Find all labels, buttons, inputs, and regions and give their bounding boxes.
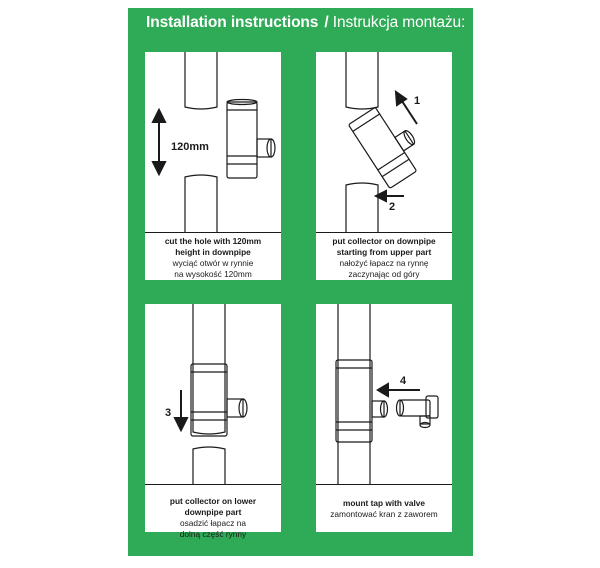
step-3-caption-en-1: put collector on lower [169, 496, 257, 506]
step-2-caption-en-1: put collector on downpipe [332, 236, 436, 246]
step-2-caption [316, 236, 452, 280]
page-title [146, 14, 465, 32]
caption-divider [145, 484, 281, 485]
caption-divider [316, 232, 452, 233]
step-3-caption [145, 496, 281, 540]
instruction-sheet [128, 8, 473, 556]
step-4-caption [316, 498, 452, 520]
step-3-diagram [145, 304, 281, 484]
step-4-caption-pl-1: zamontować kran z zaworem [330, 509, 438, 519]
step-1-caption-en-1: cut the hole with 120mm [164, 236, 262, 246]
title-english: Installation instructions [146, 14, 319, 31]
caption-divider [145, 232, 281, 233]
step-1-diagram [145, 52, 281, 232]
arrow-1-label: 1 [414, 95, 421, 107]
caption-divider [316, 484, 452, 485]
step-1-caption-en-2: height in downpipe [175, 247, 251, 257]
step-3-caption-en-2: downpipe part [184, 507, 242, 517]
step-4-panel [316, 304, 452, 532]
step-3-caption-pl-2: dolną część rynny [179, 529, 247, 539]
step-2-panel [316, 52, 452, 280]
arrow-2-label: 2 [389, 201, 396, 213]
step-1-caption-pl-1: wyciąć otwór w rynnie [172, 258, 254, 268]
step-3-panel [145, 304, 281, 539]
step-2-diagram [316, 52, 452, 232]
arrow-4-label: 4 [400, 375, 407, 387]
step-3-caption-pl-1: osadzić łapacz na [180, 518, 246, 528]
arrow-3-label: 3 [165, 407, 172, 419]
measurement-label: 120mm [171, 141, 209, 153]
title-separator: / [324, 14, 329, 31]
step-4-caption-en-1: mount tap with valve [342, 498, 426, 508]
title-polish: Instrukcja montażu: [332, 14, 466, 31]
step-2-caption-en-2: starting from upper part [336, 247, 432, 257]
step-4-diagram [316, 304, 452, 484]
step-1-caption-pl-2: na wysokość 120mm [174, 269, 252, 279]
step-2-caption-pl-2: zaczynając od góry [348, 269, 420, 279]
step-1-caption [145, 236, 281, 280]
step-1-panel [145, 52, 281, 280]
dimension-arrow [153, 110, 165, 174]
step-2-caption-pl-1: nałożyć łapacz na rynnę [339, 258, 429, 268]
